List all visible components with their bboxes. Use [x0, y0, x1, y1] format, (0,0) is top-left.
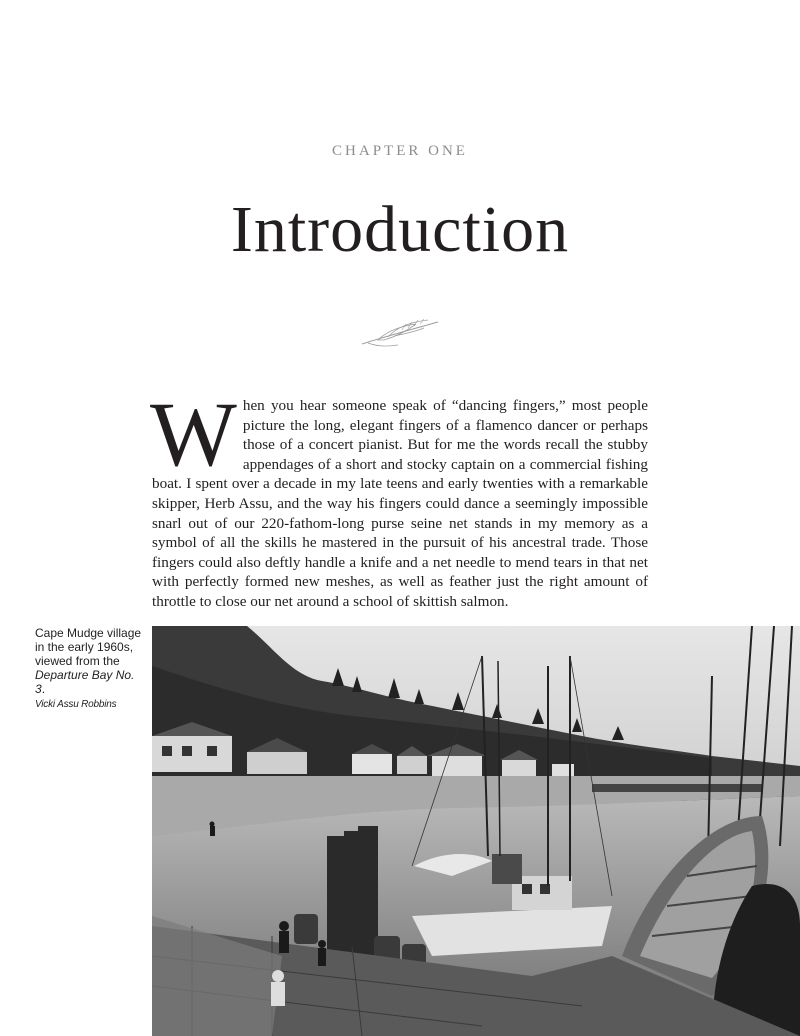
caption-text: Cape Mudge village in the early 1960s, viewed from the — [35, 626, 142, 668]
caption-boat-name: Departure Bay No. 3 — [35, 668, 135, 696]
caption-period: . — [41, 682, 46, 696]
body-paragraph — [150, 383, 648, 612]
photo-credit: Vicki Assu Robbins — [35, 699, 117, 710]
chapter-title: Introduction — [230, 193, 570, 266]
feather-ornament-icon — [358, 316, 442, 352]
photo-caption — [35, 626, 145, 712]
body-text: hen you hear someone speak of “dancing fingers,” most people picture the long, elegant fingers of a flamenco dancer or perhaps those of a concert pianist. But for me the words recall the stubby appendages of a short and stocky captain on a commercial fishing boat. I spent over a decade in my late teens and early twenties with a remarkable skipper, Herb Assu, and the way his fingers could dance a seemingly impossible snarl out of our 220-fathom-long purse seine net stands in my memory as a symbol of all the skills he mastered in the pursuit of his ancestral trade. Those fingers could also deftly handle a knife and a net needle to mend tears in that net with perfectly formed new meshes, as well as feather just the right amount of throttle to close our net around a school of skittish salmon. — [152, 397, 648, 610]
drop-cap: W — [150, 383, 237, 485]
chapter-label: CHAPTER ONE — [332, 143, 468, 159]
photo-illustration — [152, 626, 800, 1036]
harbour-photograph — [152, 626, 800, 1036]
